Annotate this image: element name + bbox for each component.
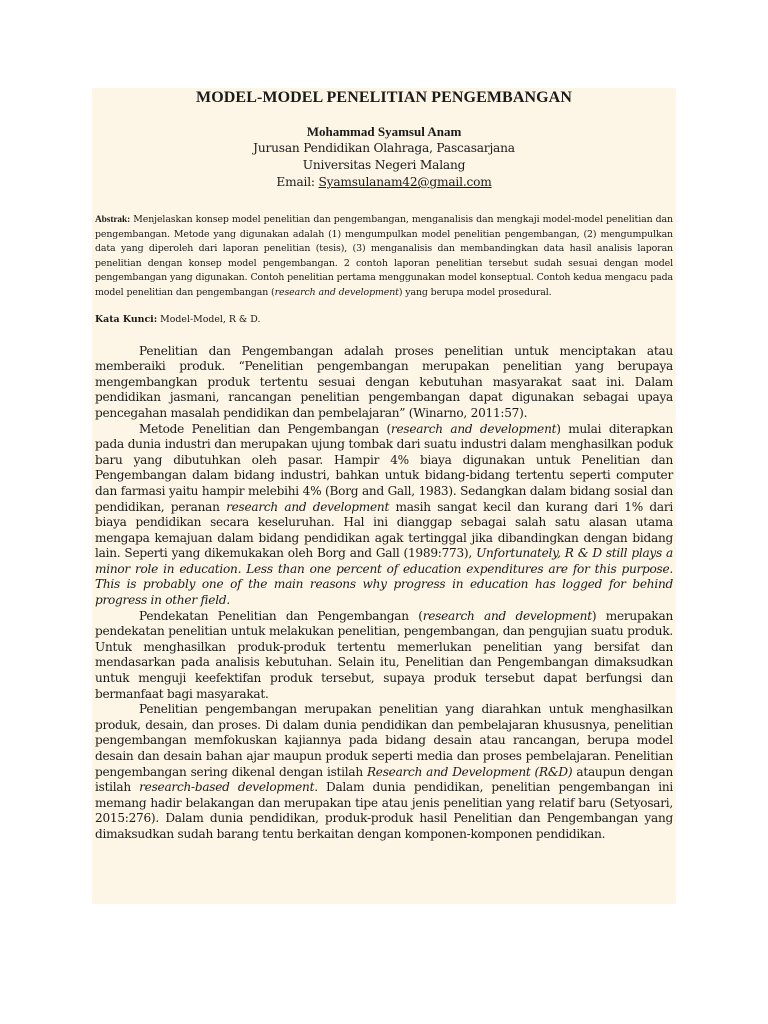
abstract — [95, 213, 673, 301]
body-text — [95, 344, 673, 843]
affiliation-dept: Jurusan Pendidikan Olahraga, Pascasarjana — [253, 141, 515, 155]
p3-text-a: Pendekatan Penelitian dan Pengembangan ( — [139, 608, 423, 623]
paragraph-2 — [95, 422, 673, 609]
keywords-label: Kata Kunci: — [95, 313, 158, 325]
paragraph-1: Penelitian dan Pengembangan adalah proses penelitian untuk menciptakan atau memberaiki produk. “Penelitian pengembangan merupakan penelitian yang berupaya mengembangkan produk tertentu sesuai dengan kebutuhan masyarakat saat ini. Dalam pendidikan jasmani, rancangan penelitian pengembangan dapat digunakan sebagai upaya pencegahan masalah pendidikan dan pembelajaran” (Winarno, 2011:57). — [95, 343, 673, 420]
email-link[interactable]: Syamsulanam42@gmail.com — [318, 175, 492, 189]
p2-text-a: Metode Penelitian dan Pengembangan ( — [139, 421, 391, 436]
paragraph-3 — [95, 609, 673, 703]
paragraph-4 — [95, 702, 673, 842]
p4-text-a: Penelitian pengembangan merupakan penelitian yang diarahkan untuk menghasilkan produk, desain, dan proses. Di dalam dunia pendidikan dan pembelajaran khususnya, penelitian pengembangan memfokuskan kajiannya pada bidang desain atau rancangan, berupa model desain dan desain bahan ajar maupun produk seperti media dan proses pembelajaran. Penelitian pengembangan sering dikenal dengan istilah — [95, 702, 673, 779]
document-page — [92, 88, 676, 904]
p4-italic-1: Research and Development (R&D) — [366, 764, 573, 779]
p4-text-b: ataupun dengan istilah — [95, 764, 673, 795]
author-name: Mohammad Syamsul Anam — [306, 124, 462, 139]
p2-text-c: masih sangat kecil dan kurang dari 1% dari biaya pendidikan secara keseluruhan. Hal ini dianggap sebagai salah satu alasan utama mengapa kemajuan dalam bidang pendidikan agak tertinggal jika dibandingkan dengan bidang lain. Seperti yang dikemukakan oleh Borg and Gall (1989:773), — [95, 499, 673, 561]
affiliation-university: Universitas Negeri Malang — [302, 158, 466, 172]
abstract-label: Abstrak: — [95, 215, 131, 225]
abstract-text-italic: research and development — [274, 286, 399, 298]
abstract-text-a: Menjelaskan konsep model penelitian dan pengembangan, menganalisis dan mengkaji model-model penelitian dan pengembangan. Metode yang digunakan adalah (1) mengumpulkan model penelitian pengembangan, (2) mengumpulkan data yang diperoleh dari laporan penelitian (tesis), (3) menganalisis dan membandingkan data hasil analisis laporan penelitian dengan konsep model pengembangan. 2 contoh laporan penelitian tersebut sudah sesuai dengan model pengembangan yang digunakan. Contoh penelitian pertama menggunakan model konseptual. Contoh kedua mengacu pada model penelitian dan pengembangan ( — [95, 214, 673, 298]
p3-italic: research and development — [422, 608, 592, 623]
keywords — [95, 313, 673, 327]
p3-text-b: ) merupakan pendekatan penelitian untuk melakukan penelitian, pengembangan, dan pengujian suatu produk. Untuk menghasilkan produk-produk tertentu memerlukan penelitian yang bersifat dan mendasarkan pada analisis kebutuhan. Selain itu, Penelitian dan Pengembangan dimaksudkan untuk menguji keefektifan produk tersebut, supaya produk tersebut dapat berfungsi dan bermanfaat bagi masyarakat. — [95, 608, 673, 701]
p2-text-b: ) mulai diterapkan pada dunia industri dan merupakan ujung tombak dari suatu industri dalam menghasilkan poduk baru yang dibutuhkan oleh pasar. Hampir 4% biaya digunakan untuk Penelitian dan Pengembangan dalam bidang industri, bahkan untuk bidang-bidang tertentu seperti computer dan farmasi yaitu hampir melebihi 4% (Borg and Gall, 1983). Sedangkan dalam bidang sosial dan pendidikan, peranan — [95, 421, 674, 514]
p2-italic-2: research and development — [226, 499, 390, 514]
abstract-text-b: ) yang berupa model prosedural. — [398, 286, 552, 298]
author-email — [95, 174, 673, 191]
p2-italic-1: research and development — [390, 421, 557, 436]
keywords-text: Model-Model, R & D. — [157, 313, 261, 325]
email-label: Email: — [276, 175, 319, 189]
document-title: MODEL-MODEL PENELITIAN PENGEMBANGAN — [196, 89, 572, 106]
p4-italic-2: research-based development — [139, 780, 315, 795]
p2-quote-italic: Unfortunately, R & D still plays a minor role in education. Less than one percent of education expenditures are for this purpose. This is probably one of the main reasons why progress in education has logged for behind progress in other field. — [95, 546, 674, 608]
p4-text-c: . Dalam dunia pendidikan, penelitian pengembangan ini memang hadir belakangan dan merupakan tipe atau jenis penelitian yang relatif baru (Setyosari, 2015:276). Dalam dunia pendidikan, produk-produk hasil Penelitian dan Pengembangan yang dimaksudkan sudah barang tentu berkaitan dengan komponen-komponen pendidikan. — [95, 780, 673, 841]
